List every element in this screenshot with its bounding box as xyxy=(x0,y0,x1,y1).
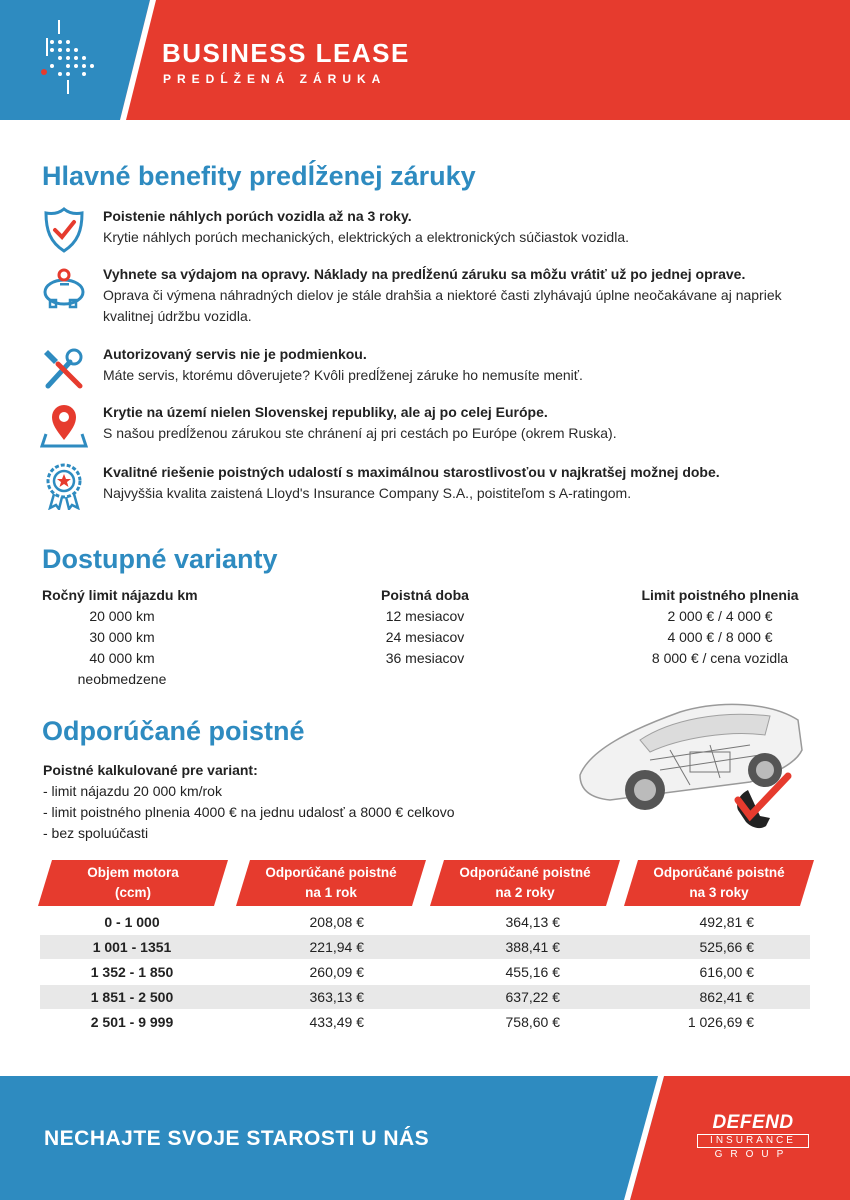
variant-value: 24 mesiacov xyxy=(385,629,465,645)
recommended-bullet: - bez spoluúčasti xyxy=(43,825,149,841)
table-cell: 862,41 € xyxy=(699,989,754,1005)
table-header-year2 xyxy=(430,860,620,906)
variant-column-km xyxy=(42,585,212,690)
table-cell: 455,16 € xyxy=(505,964,560,980)
defend-logo xyxy=(697,1113,809,1161)
table-cell: 758,60 € xyxy=(505,1014,560,1030)
variants-heading: Dostupné varianty xyxy=(42,544,278,574)
footer-slogan: NECHAJTE SVOJE STAROSTI U NÁS xyxy=(44,1127,430,1150)
brand-title: BUSINESS LEASE xyxy=(162,38,410,68)
table-cell: 525,66 € xyxy=(699,939,754,955)
brand-subtitle: PREDĹŽENÁ ZÁRUKA xyxy=(163,72,387,86)
table-cell: 1 352 - 1 850 xyxy=(90,964,174,980)
defend-logo-line: GROUP xyxy=(714,1149,792,1160)
recommended-heading: Odporúčané poistné xyxy=(42,716,305,746)
variant-column-period xyxy=(360,585,490,669)
table-header-line: na 3 roky xyxy=(689,885,749,900)
variant-value: 8 000 € / cena vozidla xyxy=(651,650,789,666)
table-cell: 260,09 € xyxy=(309,964,364,980)
table-cell: 1 851 - 2 500 xyxy=(90,989,174,1005)
benefit-text: Oprava či výmena náhradných dielov je stále drahšia a niektoré časti zlyhávajú úplne neočakávane aj napriek kvalitnej údržbu vozidla. xyxy=(103,287,782,324)
benefit-title: Krytie na území nielen Slovenskej republiky, ale aj po celej Európe. xyxy=(103,404,548,420)
table-cell: 221,94 € xyxy=(309,939,364,955)
variant-value: 30 000 km xyxy=(89,629,155,645)
variant-value: 2 000 € / 4 000 € xyxy=(667,608,773,624)
shield-check-icon xyxy=(40,206,88,254)
table-header-line: Odporúčané poistné xyxy=(265,865,397,880)
table-cell: 637,22 € xyxy=(505,989,560,1005)
award-badge-icon xyxy=(40,462,88,510)
benefits-heading: Hlavné benefity predĺženej záruky xyxy=(42,161,476,191)
table-cell: 492,81 € xyxy=(699,914,754,930)
table-cell: 616,00 € xyxy=(699,964,754,980)
recommended-bullet: - limit nájazdu 20 000 km/rok xyxy=(43,783,222,799)
header xyxy=(0,0,850,120)
variant-column-limit xyxy=(630,585,810,669)
table-cell: 0 - 1 000 xyxy=(104,914,160,930)
defend-logo-line: DEFEND xyxy=(712,1112,794,1133)
table-cell: 1 001 - 1351 xyxy=(92,939,172,955)
table-header-line: Odporúčané poistné xyxy=(653,865,785,880)
table-header-line: Objem motora xyxy=(87,865,179,880)
table-row xyxy=(40,985,810,1009)
recommended-bullet: - limit poistného plnenia 4000 € na jednu udalosť a 8000 € celkovo xyxy=(43,804,455,820)
variant-value: 12 mesiacov xyxy=(385,608,465,624)
recommended-intro: Poistné kalkulované pre variant: xyxy=(43,762,258,778)
benefit-text: Máte servis, ktorému dôverujete? Kvôli predĺženej záruke ho nemusíte meniť. xyxy=(103,367,583,383)
map-pin-icon xyxy=(40,402,88,450)
benefit-text: Krytie náhlych porúch mechanických, elektrických a elektronických súčiastok vozidla. xyxy=(103,229,630,245)
table-header-line: Odporúčané poistné xyxy=(459,865,591,880)
variant-column-header: Ročný limit nájazdu km xyxy=(42,587,198,603)
benefit-title: Poistenie náhlych porúch vozidla až na 3 roky. xyxy=(103,208,412,224)
table-cell: 1 026,69 € xyxy=(687,1014,754,1030)
table-cell: 364,13 € xyxy=(505,914,560,930)
table-header-line: na 2 roky xyxy=(495,885,555,900)
table-row xyxy=(40,960,810,984)
header-background xyxy=(0,0,850,120)
variant-value: 40 000 km xyxy=(89,650,155,666)
table-cell: 2 501 - 9 999 xyxy=(90,1014,174,1030)
table-cell: 433,49 € xyxy=(309,1014,364,1030)
variant-value: 4 000 € / 8 000 € xyxy=(667,629,773,645)
benefit-title: Kvalitné riešenie poistných udalostí s maximálnou starostlivosťou v najkratšej možnej dobe. xyxy=(103,464,720,480)
table-header-year3 xyxy=(624,860,814,906)
table-cell: 388,41 € xyxy=(505,939,560,955)
table-header-engine xyxy=(38,860,228,906)
table-cell: 363,13 € xyxy=(309,989,364,1005)
car-illustration-icon xyxy=(570,690,810,840)
recommended-details xyxy=(43,760,455,844)
table-row xyxy=(40,935,810,959)
variant-column-header: Poistná doba xyxy=(381,587,469,603)
variant-column-header: Limit poistného plnenia xyxy=(641,587,799,603)
benefit-title: Vyhnete sa výdajom na opravy. Náklady na predĺženú záruku sa môžu vrátiť už po jednej oprave. xyxy=(103,266,746,282)
defend-logo-line: INSURANCE xyxy=(697,1134,809,1148)
table-header-year1 xyxy=(236,860,426,906)
table-cell: 208,08 € xyxy=(309,914,364,930)
tools-icon xyxy=(40,344,88,392)
piggy-bank-icon xyxy=(40,264,88,312)
table-header-line: (ccm) xyxy=(114,885,151,900)
table-row xyxy=(40,1010,810,1034)
table-row xyxy=(40,910,810,934)
benefit-text: Najvyššia kvalita zaistená Lloyd's Insurance Company S.A., poistiteľom s A-ratingom. xyxy=(103,485,632,501)
benefit-title: Autorizovaný servis nie je podmienkou. xyxy=(103,346,367,362)
dots-logo-icon xyxy=(38,18,98,98)
variant-value: 20 000 km xyxy=(89,608,155,624)
variant-value: 36 mesiacov xyxy=(385,650,465,666)
variant-value: neobmedzene xyxy=(77,671,167,687)
benefit-text: S našou predĺženou zárukou ste chránení aj pri cestách po Európe (okrem Ruska). xyxy=(103,425,617,441)
table-header-line: na 1 rok xyxy=(305,885,357,900)
